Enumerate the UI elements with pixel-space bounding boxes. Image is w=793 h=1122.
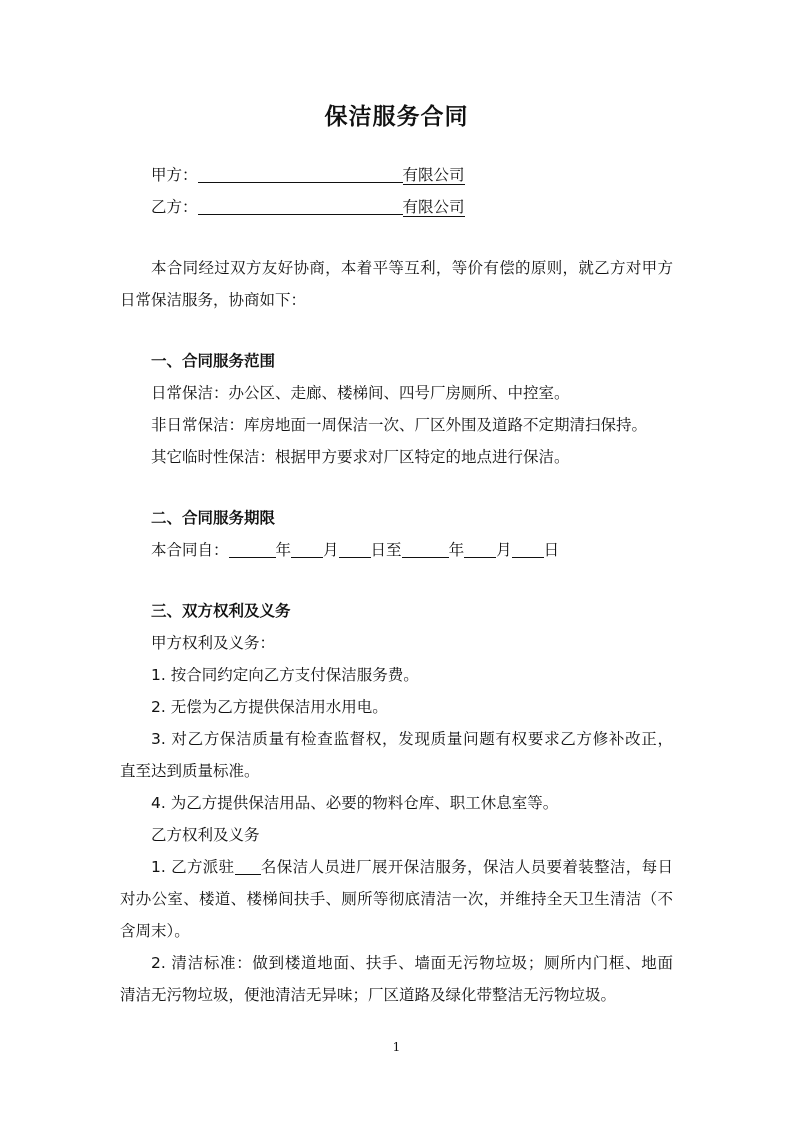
party-a-item-continued: 直至达到质量标准。 <box>120 762 260 780</box>
month-label: 月 <box>496 541 512 559</box>
period-prefix: 本合同自： <box>151 541 229 559</box>
party-a-suffix: 有限公司 <box>402 166 465 184</box>
party-b-item-1-line-3: 含周末）。 <box>120 922 190 940</box>
section-3-heading: 三、双方权利及义务 <box>151 602 291 620</box>
party-a-line <box>151 165 465 185</box>
party-b-line <box>151 197 465 217</box>
end-year-blank[interactable] <box>402 541 449 558</box>
party-b-rights-heading: 乙方权利及义务 <box>151 826 260 844</box>
section-1-item: 其它临时性保洁：根据甲方要求对厂区特定的地点进行保洁。 <box>151 448 570 466</box>
start-day-blank[interactable] <box>339 541 371 558</box>
end-month-blank[interactable] <box>464 541 496 558</box>
party-b-item-1-prefix: 1. 乙方派驻 <box>151 858 235 876</box>
party-a-item: 4. 为乙方提供保洁用品、必要的物料仓库、职工休息室等。 <box>151 794 559 812</box>
section-1-item: 非日常保洁：库房地面一周保洁一次、厂区外围及道路不定期清扫保持。 <box>151 416 648 434</box>
intro-line-2: 日常保洁服务，协商如下： <box>120 291 307 309</box>
contract-period-line <box>151 540 559 560</box>
year-label: 年 <box>448 541 465 559</box>
party-b-name-blank[interactable] <box>198 198 403 215</box>
start-year-blank[interactable] <box>229 541 276 558</box>
party-b-item-1-suffix: 名保洁人员进厂展开保洁服务，保洁人员要着装整洁，每日 <box>260 858 673 876</box>
start-month-blank[interactable] <box>291 541 323 558</box>
page-number: 1 <box>392 1040 401 1054</box>
year-label: 年 <box>275 541 292 559</box>
page-title: 保洁服务合同 <box>324 103 469 130</box>
day-to-label: 日至 <box>370 541 402 559</box>
month-label: 月 <box>323 541 339 559</box>
party-a-name-blank[interactable] <box>198 166 403 183</box>
party-b-item-2-line-2: 清洁无污物垃圾，便池清洁无异味；厂区道路及绿化带整洁无污物垃圾。 <box>120 986 617 1004</box>
party-a-item: 3. 对乙方保洁质量有检查监督权，发现质量问题有权要求乙方修补改正， <box>151 730 673 748</box>
party-b-label: 乙方： <box>151 198 198 216</box>
party-b-suffix: 有限公司 <box>402 198 465 216</box>
party-a-label: 甲方： <box>151 166 198 184</box>
section-2-heading: 二、合同服务期限 <box>151 509 276 527</box>
party-b-item-1-line-2: 对办公室、楼道、楼梯间扶手、厕所等彻底清洁一次，并维持全天卫生清洁（不 <box>120 890 673 908</box>
party-b-item-1-line-1 <box>151 857 673 877</box>
party-b-item-2-line-1: 2. 清洁标准：做到楼道地面、扶手、墙面无污物垃圾；厕所内门框、地面 <box>151 954 673 972</box>
party-a-item: 2. 无偿为乙方提供保洁用水用电。 <box>151 698 388 716</box>
section-1-item: 日常保洁：办公区、走廊、楼梯间、四号厂房厕所、中控室。 <box>151 384 570 402</box>
section-1-heading: 一、合同服务范围 <box>151 352 276 370</box>
party-a-rights-heading: 甲方权利及义务： <box>151 634 276 652</box>
staff-count-blank[interactable] <box>235 858 261 875</box>
party-a-item: 1. 按合同约定向乙方支付保洁服务费。 <box>151 666 419 684</box>
day-label: 日 <box>543 541 560 559</box>
end-day-blank[interactable] <box>512 541 544 558</box>
intro-line-1: 本合同经过双方友好协商，本着平等互利，等价有偿的原则，就乙方对甲方 <box>151 259 673 277</box>
